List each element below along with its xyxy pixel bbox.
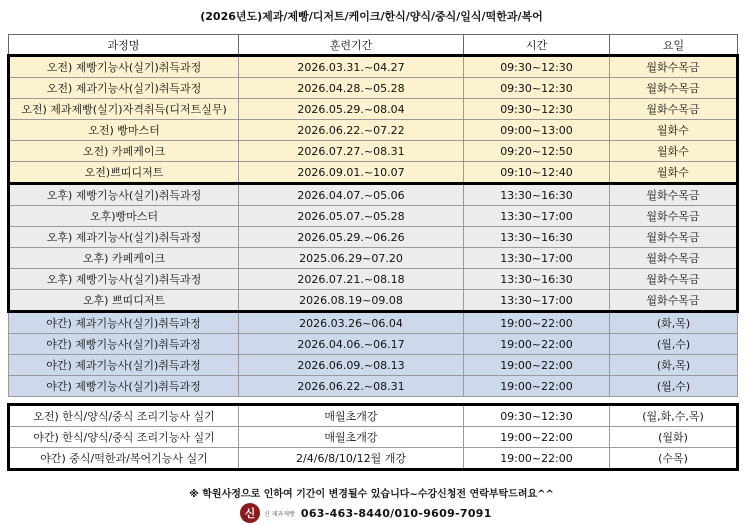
table-row bbox=[9, 290, 738, 312]
schedule-table bbox=[7, 34, 739, 471]
academy-logo: 신 bbox=[240, 503, 260, 523]
contact-bar bbox=[240, 503, 540, 523]
page-title: (2026년도)제과/제빵/디저트/케이크/한식/양식/중식/일식/떡한과/복어 bbox=[200, 10, 543, 23]
time-cell: 13:30~17:00 bbox=[464, 206, 610, 227]
table-row bbox=[9, 405, 738, 427]
notice-text: ※ 학원사정으로 인하여 기간이 변경될수 있습니다~수강신청전 연락부탁드려요^^ bbox=[189, 489, 554, 500]
period-cell: 2026.07.27.~08.31 bbox=[239, 141, 464, 162]
days-cell: (월,화,수,목) bbox=[610, 405, 738, 427]
period-cell: 2026.07.21.~08.18 bbox=[239, 269, 464, 290]
days-cell: (월,수) bbox=[610, 376, 738, 397]
period-cell: 2026.06.22.~08.31 bbox=[239, 376, 464, 397]
group-spacer bbox=[9, 397, 738, 405]
days-cell: 월화수목금 bbox=[610, 206, 738, 227]
days-cell: 월화수목금 bbox=[610, 227, 738, 248]
time-cell: 09:30~12:30 bbox=[464, 56, 610, 78]
course-name-cell: 오후) 쁘띠디저트 bbox=[9, 290, 239, 312]
table-row bbox=[9, 312, 738, 334]
days-cell: 월화수 bbox=[610, 120, 738, 141]
days-cell: 월화수목금 bbox=[610, 269, 738, 290]
table-row bbox=[9, 162, 738, 184]
period-cell: 2025.06.29~07.20 bbox=[239, 248, 464, 269]
days-cell: (수목) bbox=[610, 448, 738, 470]
course-name-cell: 오후) 카페케이크 bbox=[9, 248, 239, 269]
table-row bbox=[9, 56, 738, 78]
table-row bbox=[9, 376, 738, 397]
days-cell: 월화수목금 bbox=[610, 56, 738, 78]
time-cell: 19:00~22:00 bbox=[464, 448, 610, 470]
period-cell: 2026.03.31.~04.27 bbox=[239, 56, 464, 78]
table-row bbox=[9, 427, 738, 448]
table-row bbox=[9, 334, 738, 355]
table-row bbox=[9, 141, 738, 162]
days-cell: (화,목) bbox=[610, 312, 738, 334]
time-cell: 13:30~16:30 bbox=[464, 227, 610, 248]
course-name-cell: 오후) 제과기능사(실기)취득과정 bbox=[9, 227, 239, 248]
days-cell: 월화수목금 bbox=[610, 290, 738, 312]
days-cell: (화,목) bbox=[610, 355, 738, 376]
period-cell: 2026.03.26~06.04 bbox=[239, 312, 464, 334]
days-cell: (월화) bbox=[610, 427, 738, 448]
table-row bbox=[9, 448, 738, 470]
table-row bbox=[9, 227, 738, 248]
table-row bbox=[9, 269, 738, 290]
header-days: 요일 bbox=[610, 35, 738, 56]
time-cell: 09:30~12:30 bbox=[464, 99, 610, 120]
course-name-cell: 오전) 제과기능사(실기)취득과정 bbox=[9, 78, 239, 99]
table-row bbox=[9, 120, 738, 141]
course-name-cell: 오전) 카페케이크 bbox=[9, 141, 239, 162]
course-name-cell: 오후)빵마스터 bbox=[9, 206, 239, 227]
course-name-cell: 야간) 한식/양식/중식 조리기능사 실기 bbox=[9, 427, 239, 448]
time-cell: 19:00~22:00 bbox=[464, 376, 610, 397]
period-cell: 2026.04.07.~05.06 bbox=[239, 184, 464, 206]
time-cell: 09:00~13:00 bbox=[464, 120, 610, 141]
course-name-cell: 야간) 중식/떡한과/복어기능사 실기 bbox=[9, 448, 239, 470]
days-cell: 월화수목금 bbox=[610, 248, 738, 269]
course-name-cell: 오후) 제빵기능사(실기)취득과정 bbox=[9, 184, 239, 206]
course-name-cell: 오전) 한식/양식/중식 조리기능사 실기 bbox=[9, 405, 239, 427]
time-cell: 13:30~17:00 bbox=[464, 248, 610, 269]
table-row bbox=[9, 184, 738, 206]
days-cell: 월화수목금 bbox=[610, 184, 738, 206]
time-cell: 19:00~22:00 bbox=[464, 312, 610, 334]
time-cell: 19:00~22:00 bbox=[464, 334, 610, 355]
time-cell: 13:30~16:30 bbox=[464, 269, 610, 290]
header-period: 훈련기간 bbox=[239, 35, 464, 56]
table-row bbox=[9, 355, 738, 376]
table-body bbox=[9, 56, 738, 470]
time-cell: 09:10~12:40 bbox=[464, 162, 610, 184]
course-name-cell: 오전) 제과제빵(실기)자격취득(디저트실무) bbox=[9, 99, 239, 120]
period-cell: 2026.05.29.~06.26 bbox=[239, 227, 464, 248]
period-cell: 2026.04.06.~06.17 bbox=[239, 334, 464, 355]
brand-name: 신 제과제빵 bbox=[264, 510, 295, 518]
period-cell: 매월초개강 bbox=[239, 405, 464, 427]
course-name-cell: 오전) 제빵기능사(실기)취득과정 bbox=[9, 56, 239, 78]
spacer-cell bbox=[9, 397, 738, 405]
period-cell: 2/4/6/8/10/12월 개강 bbox=[239, 448, 464, 470]
days-cell: 월화수 bbox=[610, 162, 738, 184]
period-cell: 2026.09.01.~10.07 bbox=[239, 162, 464, 184]
period-cell: 2026.05.29.~08.04 bbox=[239, 99, 464, 120]
time-cell: 09:20~12:50 bbox=[464, 141, 610, 162]
days-cell: 월화수 bbox=[610, 141, 738, 162]
time-cell: 13:30~17:00 bbox=[464, 290, 610, 312]
course-name-cell: 오전)쁘띠디저트 bbox=[9, 162, 239, 184]
period-cell: 2026.08.19~09.08 bbox=[239, 290, 464, 312]
time-cell: 09:30~12:30 bbox=[464, 78, 610, 99]
period-cell: 2026.04.28.~05.28 bbox=[239, 78, 464, 99]
course-name-cell: 야간) 제빵기능사(실기)취득과정 bbox=[9, 334, 239, 355]
course-name-cell: 오후) 제빵기능사(실기)취득과정 bbox=[9, 269, 239, 290]
time-cell: 13:30~16:30 bbox=[464, 184, 610, 206]
days-cell: 월화수목금 bbox=[610, 99, 738, 120]
time-cell: 19:00~22:00 bbox=[464, 355, 610, 376]
period-cell: 2026.06.09.~08.13 bbox=[239, 355, 464, 376]
time-cell: 09:30~12:30 bbox=[464, 405, 610, 427]
period-cell: 2026.05.07.~05.28 bbox=[239, 206, 464, 227]
table-header-row bbox=[9, 35, 738, 56]
course-name-cell: 야간) 제과기능사(실기)취득과정 bbox=[9, 355, 239, 376]
course-name-cell: 야간) 제과기능사(실기)취득과정 bbox=[9, 312, 239, 334]
course-name-cell: 야간) 제빵기능사(실기)취득과정 bbox=[9, 376, 239, 397]
time-cell: 19:00~22:00 bbox=[464, 427, 610, 448]
course-name-cell: 오전) 빵마스터 bbox=[9, 120, 239, 141]
header-time: 시간 bbox=[464, 35, 610, 56]
table-row bbox=[9, 248, 738, 269]
phone-numbers: 063-463-8440/010-9609-7091 bbox=[300, 506, 492, 520]
days-cell: (월,수) bbox=[610, 334, 738, 355]
period-cell: 매월초개강 bbox=[239, 427, 464, 448]
table-row bbox=[9, 78, 738, 99]
table-row bbox=[9, 99, 738, 120]
table-row bbox=[9, 206, 738, 227]
header-course: 과정명 bbox=[9, 35, 239, 56]
period-cell: 2026.06.22.~07.22 bbox=[239, 120, 464, 141]
days-cell: 월화수목금 bbox=[610, 78, 738, 99]
